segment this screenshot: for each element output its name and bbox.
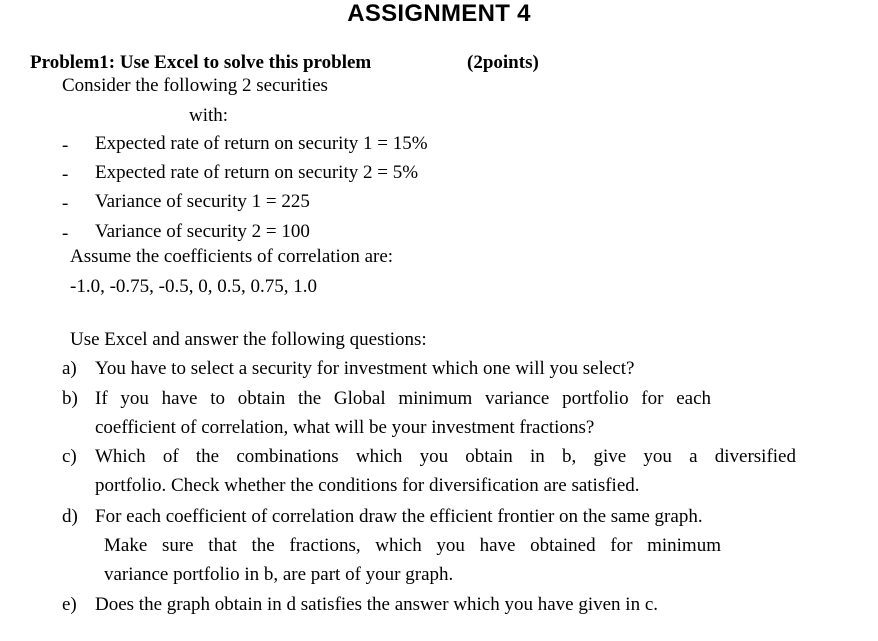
bullet-marker: -: [62, 164, 69, 185]
question-c-line-2: portfolio. Check whether the conditions for diversification are satisfied.: [95, 475, 640, 496]
assignment-title: ASSIGNMENT 4: [347, 0, 531, 27]
question-b-line-1: If you have to obtain the Global minimum variance portfolio for each: [95, 388, 711, 409]
bullet-item-variance-2: Variance of security 2 = 100: [95, 221, 310, 242]
bullet-marker: -: [62, 223, 69, 244]
question-d-line-2: Make sure that the fractions, which you have obtained for minimum: [104, 535, 721, 556]
question-d-label: d): [62, 506, 78, 527]
bullet-item-variance-1: Variance of security 1 = 225: [95, 191, 310, 212]
intro-line-2: with:: [189, 105, 229, 126]
question-d-line-1: For each coefficient of correlation draw the efficient frontier on the same graph.: [95, 506, 703, 527]
question-b-line-2: coefficient of correlation, what will be your investment fractions?: [95, 417, 595, 438]
question-a-label: a): [62, 358, 77, 379]
problem-heading: Problem1: Use Excel to solve this problem: [30, 52, 372, 73]
intro-line-1: Consider the following 2 securities: [62, 75, 328, 96]
question-b-label: b): [62, 388, 78, 409]
bullet-item-return-2: Expected rate of return on security 2 = 5%: [95, 162, 419, 183]
question-c-label: c): [62, 446, 77, 467]
correlation-intro: Assume the coefficients of correlation are:: [70, 246, 394, 267]
questions-intro: Use Excel and answer the following questions:: [70, 329, 427, 350]
question-d-line-3: variance portfolio in b, are part of your graph.: [104, 564, 454, 585]
question-c-line-1: Which of the combinations which you obtain in b, give you a diversified: [95, 446, 796, 467]
problem-points: (2points): [467, 52, 539, 73]
correlation-values: -1.0, -0.75, -0.5, 0, 0.5, 0.75, 1.0: [70, 276, 317, 297]
bullet-marker: -: [62, 135, 69, 156]
question-e-text: Does the graph obtain in d satisfies the answer which you have given in c.: [95, 594, 658, 615]
bullet-item-return-1: Expected rate of return on security 1 = 15%: [95, 133, 428, 154]
bullet-marker: -: [62, 193, 69, 214]
question-e-label: e): [62, 594, 77, 615]
question-a-text: You have to select a security for investment which one will you select?: [95, 358, 635, 379]
